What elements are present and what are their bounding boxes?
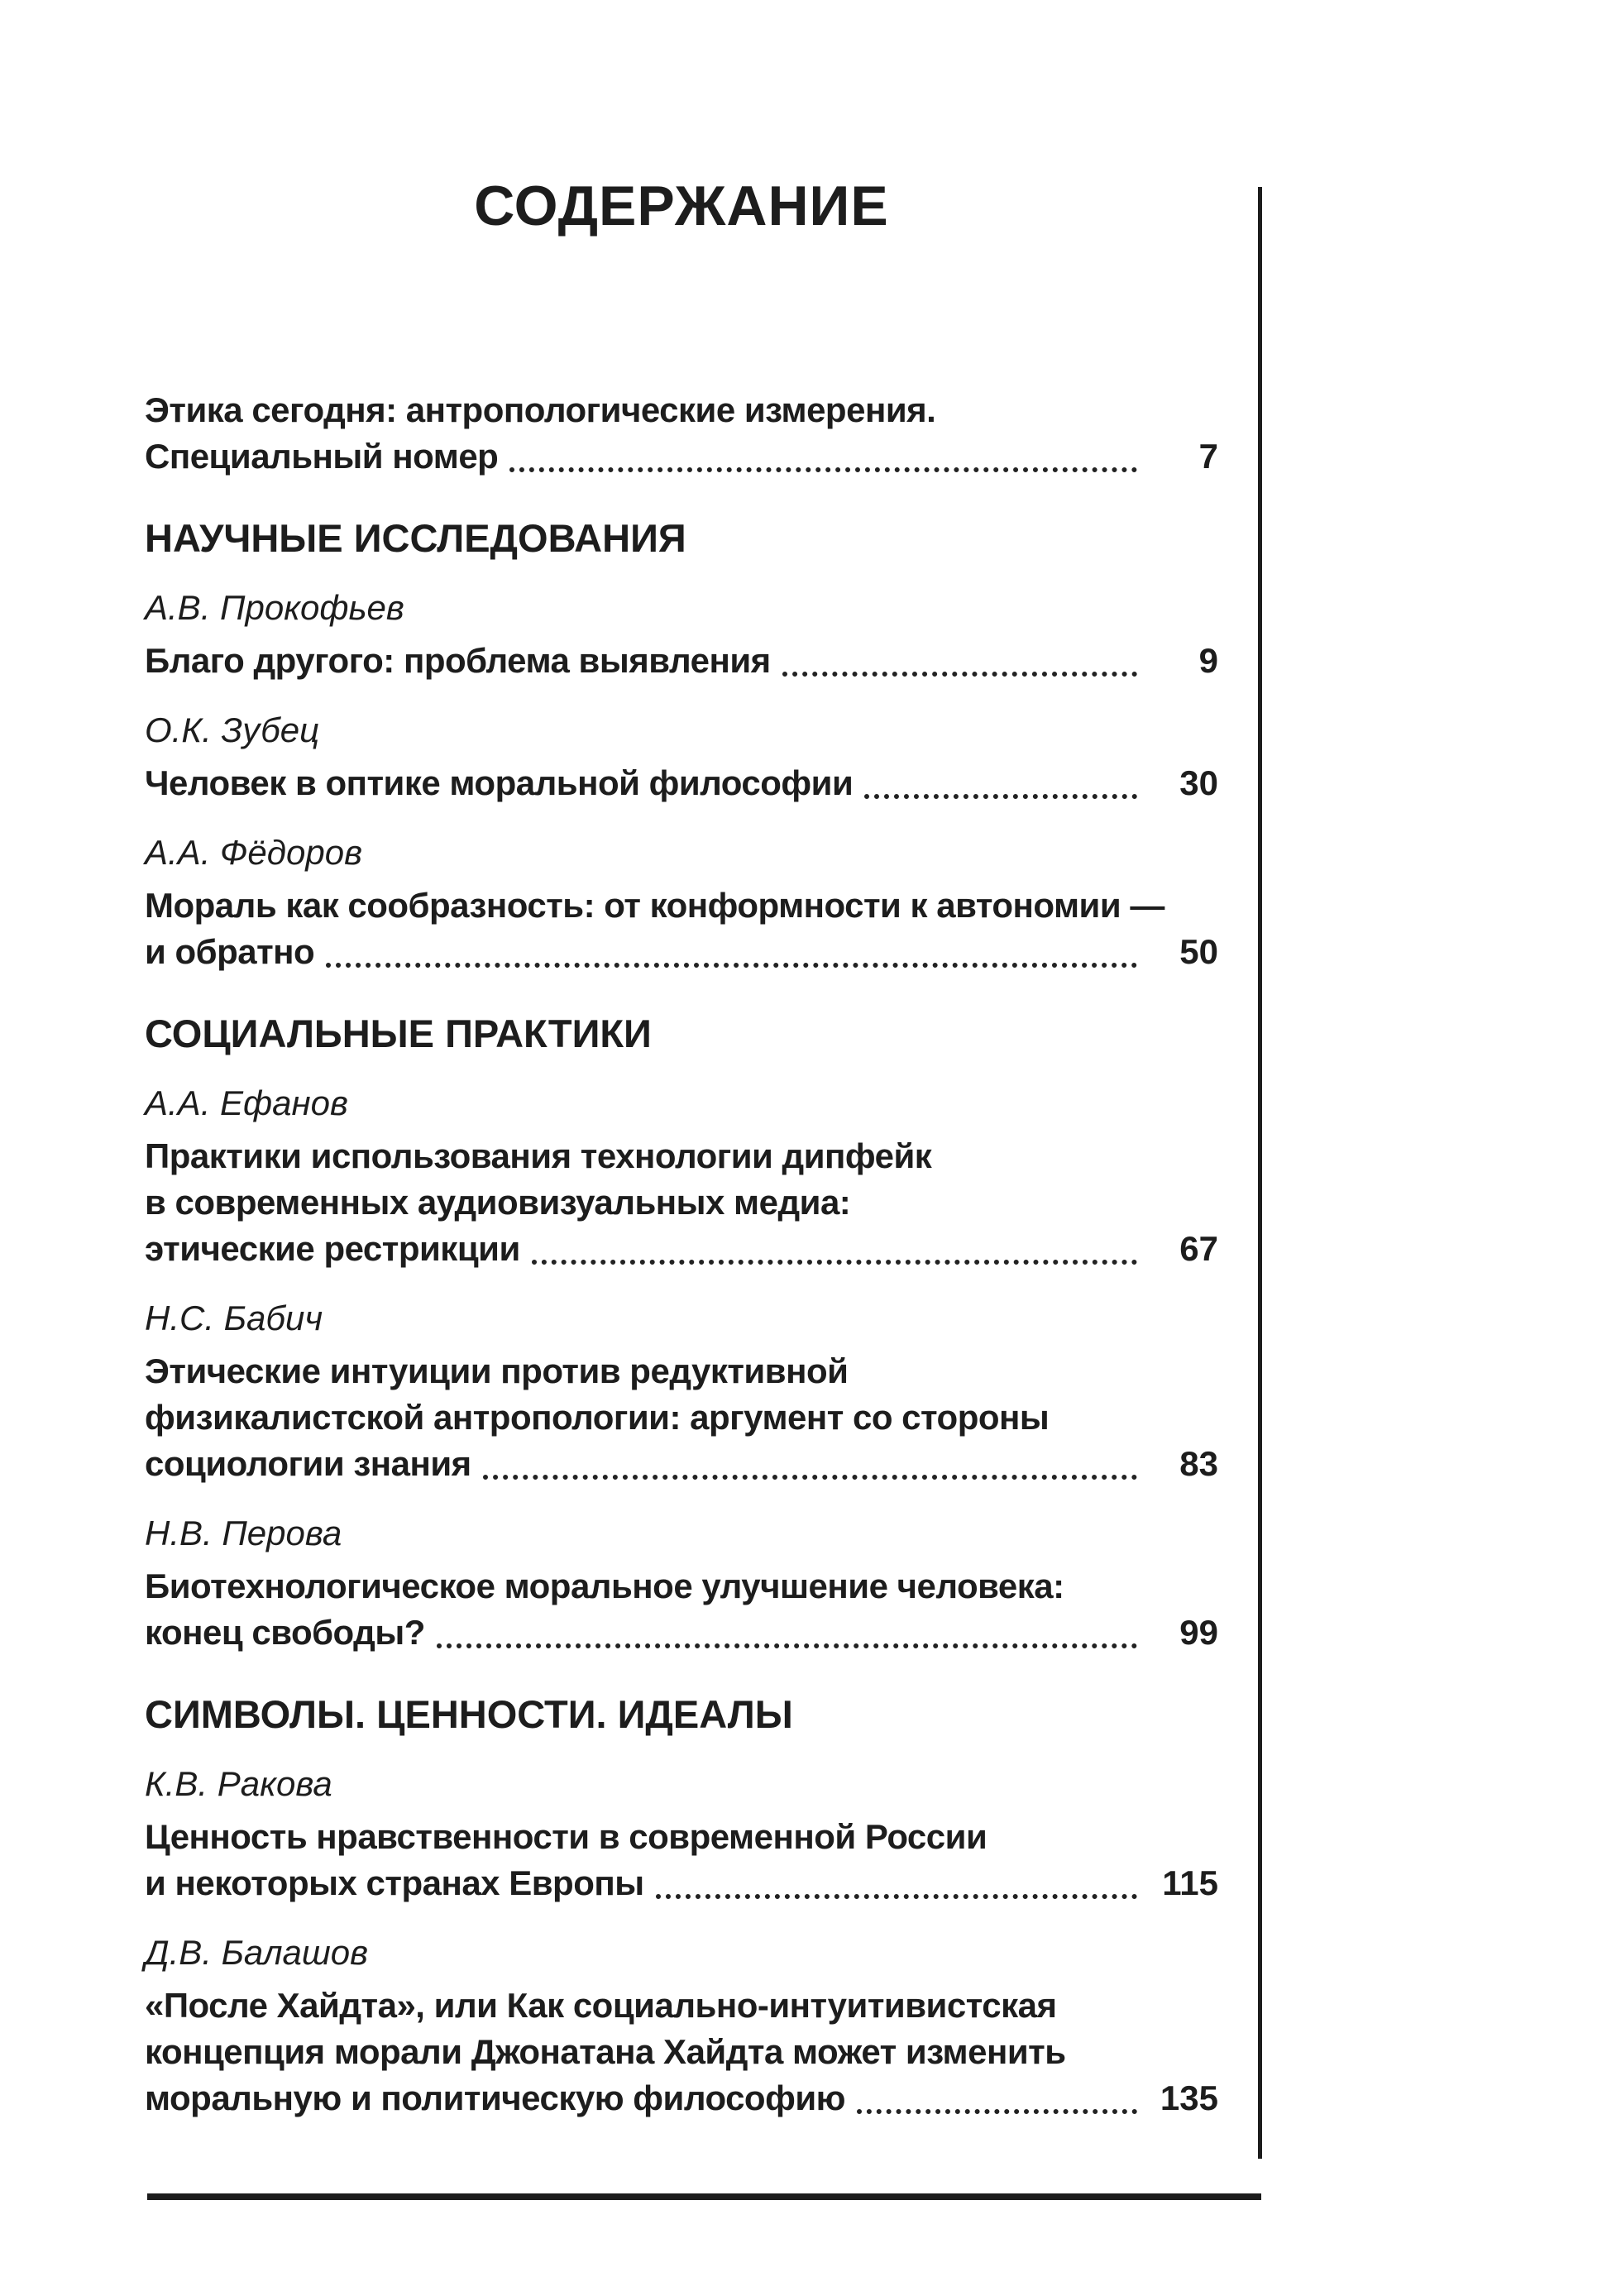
bottom-rule: [147, 2193, 1261, 2200]
dot-leader: [864, 794, 1137, 799]
toc-list: [145, 387, 1218, 2121]
page-number: 67: [1179, 1229, 1218, 1268]
entry-author: О.К. Зубец: [145, 710, 320, 749]
toc-entry: [145, 707, 1218, 806]
toc-entry: [145, 1930, 1218, 2121]
entry-title-line: Мораль как сообразность: от конформности к автономии —: [145, 886, 1164, 925]
dot-leader: [483, 1475, 1137, 1480]
entry-title-line: концепция морали Джонатана Хайдта может изменить: [145, 2032, 1066, 2071]
entry-title-line: физикалистской антропологии: аргумент со стороны: [145, 1398, 1050, 1437]
dot-leader: [532, 1260, 1137, 1265]
entry-author: Н.С. Бабич: [145, 1299, 323, 1337]
entry-page-line: [145, 2075, 1218, 2121]
entry-title-line: Ценность нравственности в современной России: [145, 1817, 988, 1856]
entry-page-line: [145, 433, 1218, 480]
right-vertical-rule: [1258, 187, 1262, 2159]
toc-entry: [145, 1510, 1218, 1656]
entry-title-line: и некоторых странах Европы: [145, 1863, 644, 1902]
page-title: СОДЕРЖАНИЕ: [474, 175, 889, 237]
entry-title-line: Благо другого: проблема выявления: [145, 641, 771, 680]
entry-page-line: [145, 1441, 1218, 1487]
entry-title-line: «После Хайдта», или Как социально-интуитивистская: [145, 1986, 1057, 2025]
section-header: СОЦИАЛЬНЫЕ ПРАКТИКИ: [145, 1012, 652, 1055]
entry-author: А.А. Ефанов: [145, 1083, 348, 1122]
entry-page-line: [145, 638, 1218, 684]
page-number: 99: [1179, 1613, 1218, 1652]
entry-page-line: [145, 760, 1218, 806]
dot-leader: [437, 1643, 1137, 1648]
entry-page-line: [145, 1610, 1218, 1656]
dot-leader: [782, 672, 1137, 677]
entry-author: А.А. Фёдоров: [145, 833, 362, 872]
entry-author: А.В. Прокофьев: [145, 588, 404, 627]
dot-leader: [326, 963, 1137, 968]
entry-page-line: [145, 929, 1218, 975]
toc-entry: [145, 1295, 1218, 1487]
entry-title-line: в современных аудиовизуальных медиа:: [145, 1183, 851, 1222]
entry-title-line: Практики использования технологии дипфейк: [145, 1136, 932, 1175]
entry-page-line: [145, 1860, 1218, 1906]
toc-entry: [145, 387, 1218, 480]
page-number: 135: [1160, 2078, 1218, 2117]
entry-title-line: Человек в оптике моральной философии: [145, 763, 854, 802]
entry-author: Н.В. Перова: [145, 1514, 342, 1552]
toc-entry: [145, 1761, 1218, 1906]
entry-title-line: моральную и политическую философию: [145, 2078, 846, 2117]
entry-title-line: социологии знания: [145, 1444, 471, 1483]
page-number: 83: [1179, 1444, 1218, 1483]
section-header: СИМВОЛЫ. ЦЕННОСТИ. ИДЕАЛЫ: [145, 1692, 793, 1736]
entry-author: К.В. Ракова: [145, 1764, 332, 1803]
page-number: 115: [1162, 1863, 1218, 1902]
entry-title-line: Специальный номер: [145, 437, 499, 476]
toc-entry: [145, 585, 1218, 684]
entry-author: Д.В. Балашов: [145, 1933, 369, 1972]
dot-leader: [857, 2109, 1137, 2114]
entry-title-line: Этика сегодня: антропологические измерения.: [145, 390, 936, 429]
entry-title-line: этические рестрикции: [145, 1229, 520, 1268]
dot-leader: [509, 467, 1137, 472]
entry-title-line: Биотехнологическое моральное улучшение человека:: [145, 1567, 1064, 1605]
entry-page-line: [145, 1226, 1218, 1272]
page-number: 7: [1198, 437, 1218, 476]
entry-title-line: и обратно: [145, 932, 315, 971]
toc-entry: [145, 830, 1218, 975]
page-number: 9: [1198, 641, 1218, 680]
entry-title-line: конец свободы?: [145, 1613, 425, 1652]
page-number: 30: [1179, 763, 1218, 802]
toc-entry: [145, 1080, 1218, 1272]
page-number: 50: [1179, 932, 1218, 971]
entry-title-line: Этические интуиции против редуктивной: [145, 1351, 849, 1390]
section-header: НАУЧНЫЕ ИССЛЕДОВАНИЯ: [145, 516, 686, 560]
dot-leader: [656, 1894, 1137, 1899]
